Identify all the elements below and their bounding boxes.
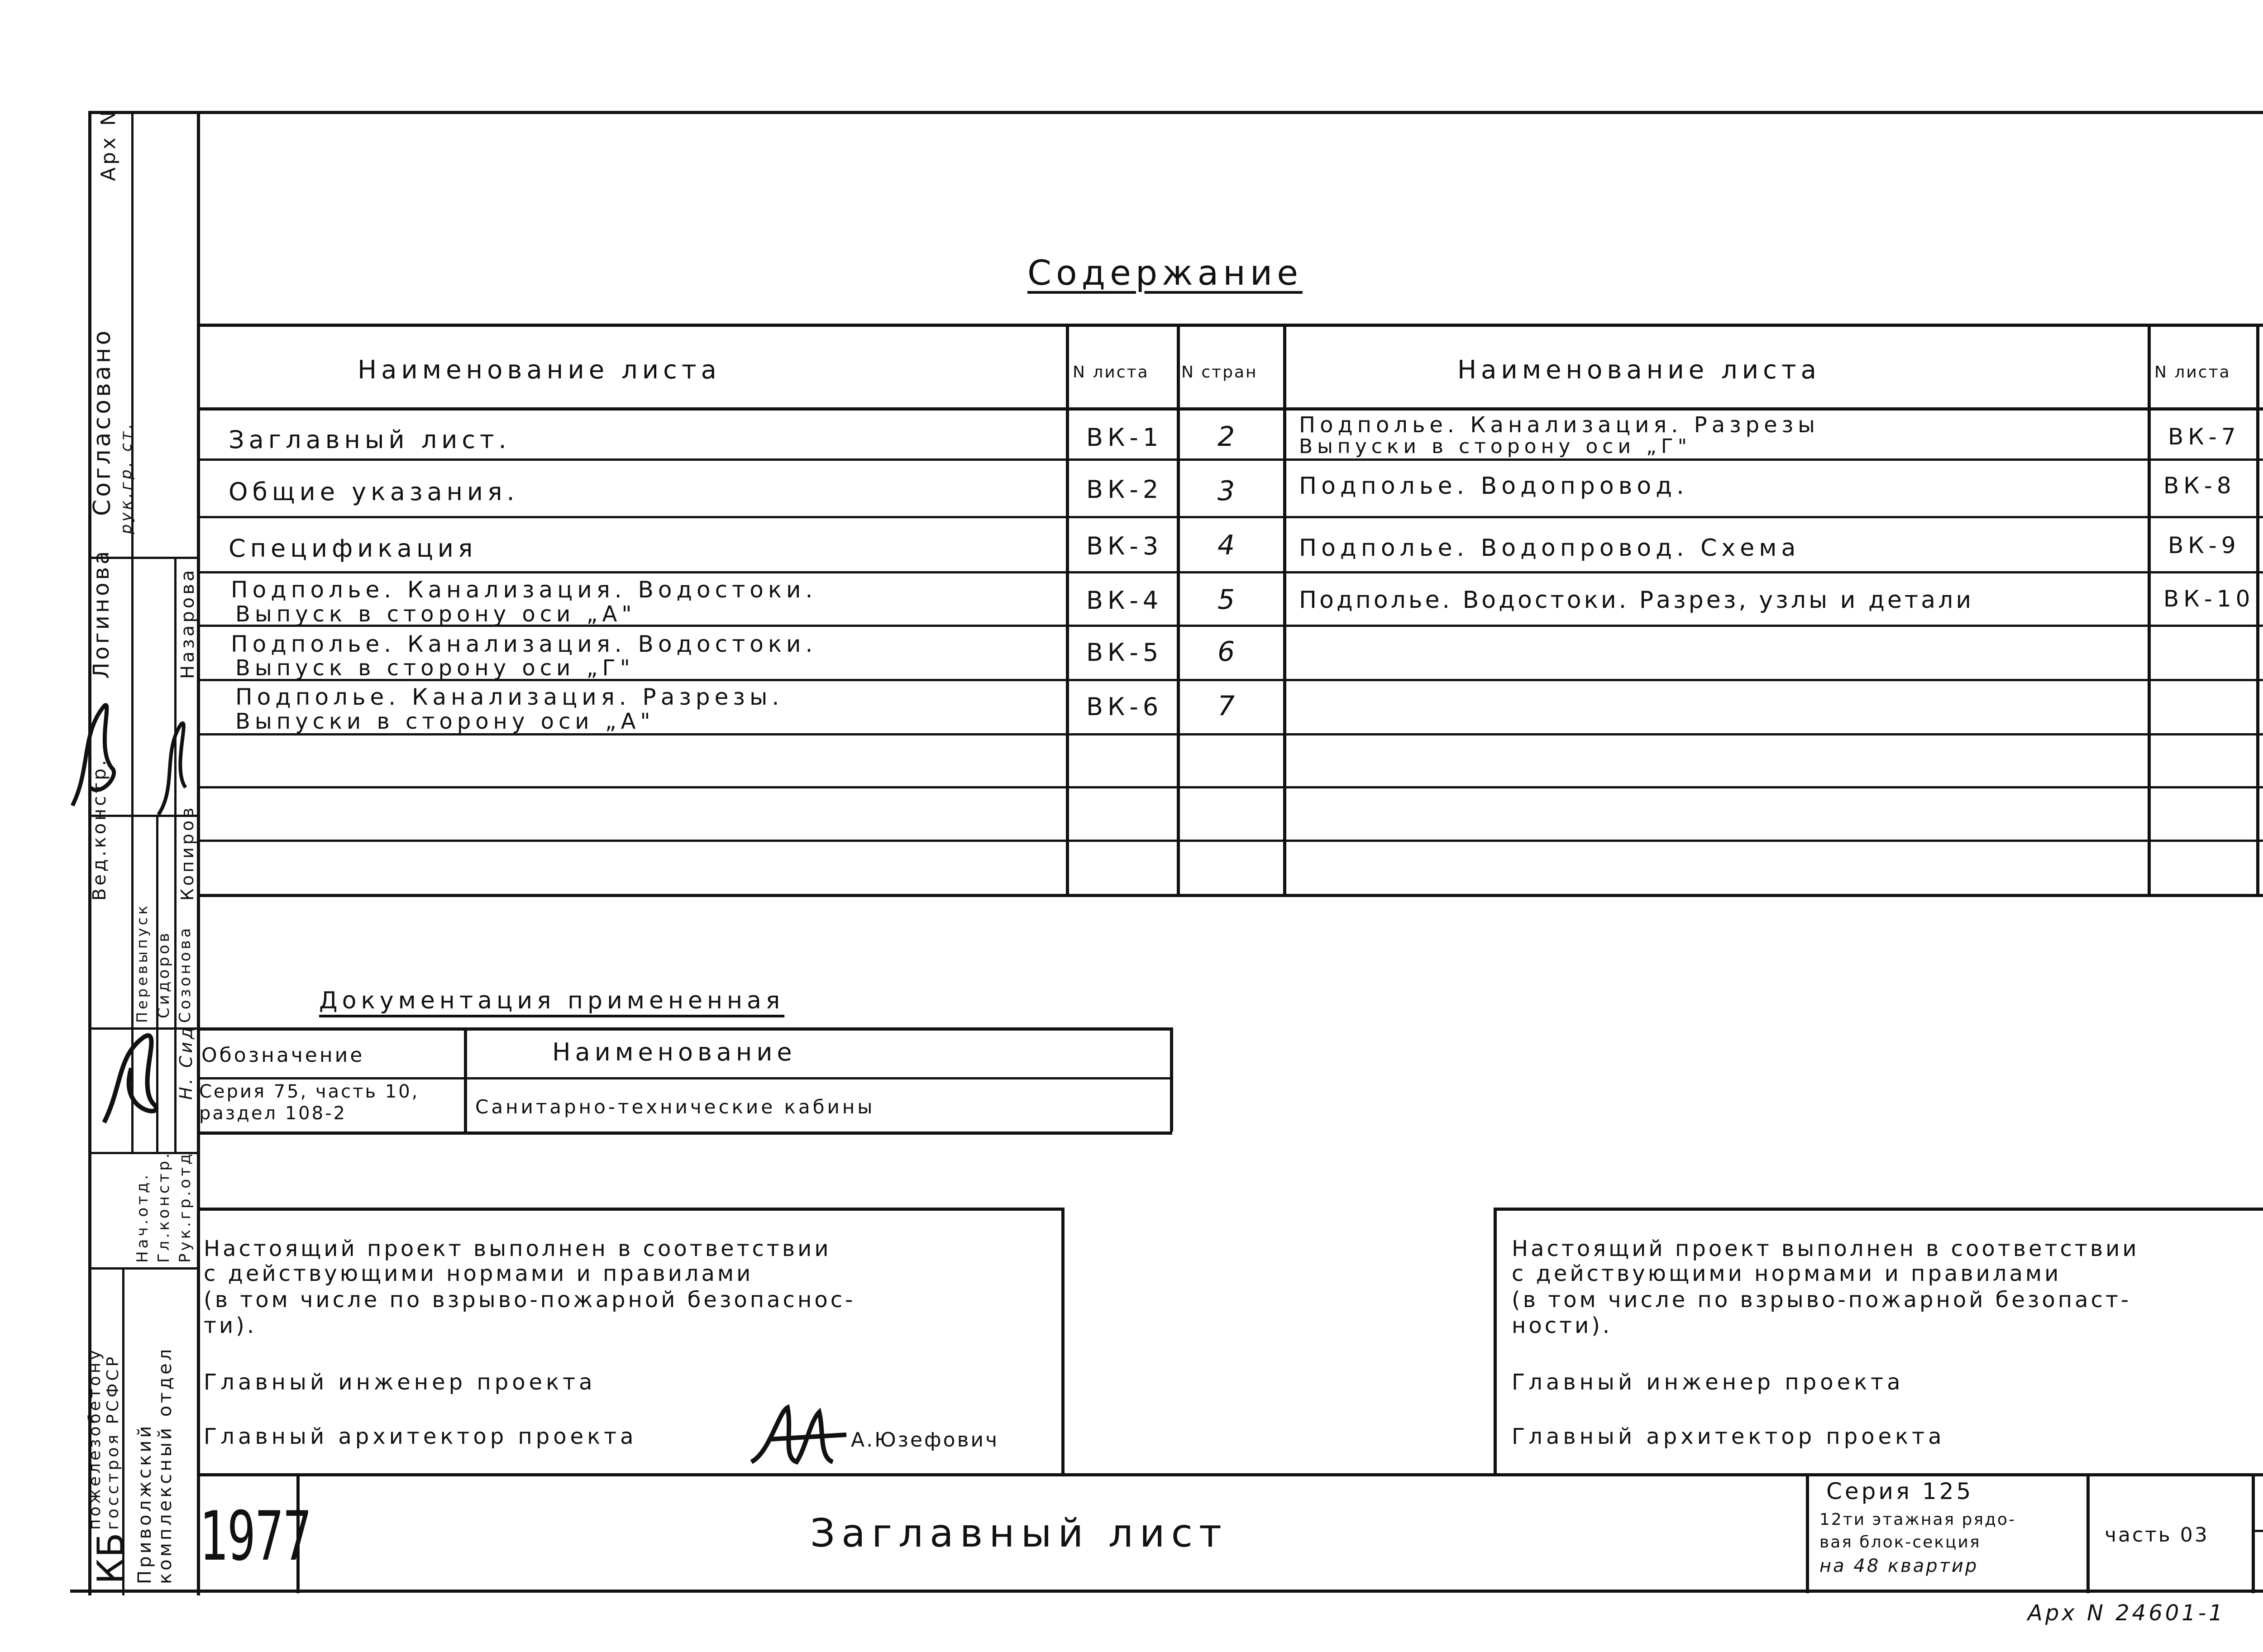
frame-left — [197, 111, 200, 1595]
left-row-4-page: 5 — [1217, 584, 1240, 616]
note-right-left — [1494, 1208, 1497, 1475]
contents-col-a — [1066, 324, 1069, 894]
stamp-kopiroval: Копиров — [177, 805, 197, 901]
docs-row-code-2: раздел 108-2 — [199, 1103, 347, 1124]
stamp-nach-otd: Нач.отд. — [134, 1172, 152, 1263]
title-block-sheet-divider — [2252, 1473, 2255, 1593]
stamp-loginova: Логинова — [89, 548, 114, 679]
note-right-line-3: (в том числе по взрыво-пожарной безопаст- — [1512, 1287, 2132, 1313]
contents-title: Содержание — [1027, 253, 1303, 293]
stamp-kb: КБ — [90, 1532, 132, 1584]
stamp-agreed-sub: рук.гр. ст. — [117, 421, 135, 534]
left-row-4-name1: Подполье. Канализация. Водостоки. — [231, 577, 817, 603]
left-row-6-name1: Подполье. Канализация. Разрезы. — [235, 684, 784, 710]
left-row-6-name2: Выпуски в сторону оси „А" — [235, 709, 655, 734]
contents-col-c — [1283, 324, 1286, 894]
contents-bottom — [197, 894, 2263, 897]
frame-top — [88, 111, 2263, 114]
left-row-5-name2: Выпуск в сторону оси „Г" — [235, 655, 635, 681]
right-row-3-sheet: ВК-9 — [2168, 532, 2240, 559]
note-left-top — [197, 1208, 1064, 1211]
title-block-desc-2: вая блок-секция — [1819, 1533, 1981, 1552]
note-left-chief-architect: Главный архитектор проекта — [204, 1424, 637, 1449]
docs-col — [464, 1027, 467, 1132]
docs-row-name: Санитарно-технические кабины — [475, 1096, 875, 1118]
left-row-3-name: Спецификация — [229, 534, 477, 563]
right-row-4-sheet: ВК-10 — [2163, 586, 2255, 612]
contents-row-7 — [197, 786, 2263, 788]
frame-bottom — [70, 1590, 2263, 1593]
contents-header-sheet-right: N листа — [2154, 363, 2231, 382]
left-row-6-page: 7 — [1217, 690, 1240, 722]
right-row-1-sheet: ВК-7 — [2168, 424, 2240, 450]
left-row-2-name: Общие указания. — [229, 477, 519, 506]
org-line-2: госстроя РСФСР — [104, 1354, 122, 1530]
right-row-1-name2: Выпуски в сторону оси „Г" — [1299, 435, 1691, 458]
left-row-5-name1: Подполье. Канализация. Водостоки. — [231, 631, 817, 657]
note-right-top — [1494, 1208, 2263, 1211]
note-left-line-1: Настоящий проект выполнен в соответствии — [204, 1236, 831, 1261]
left-row-1-sheet: ВК-1 — [1086, 423, 1163, 452]
left-row-6-sheet: ВК-6 — [1086, 692, 1163, 721]
docs-header-bottom — [197, 1077, 1172, 1079]
docs-header-code: Обозначение — [201, 1044, 365, 1067]
note-left-line-2: с действующими нормами и правилами — [204, 1261, 754, 1286]
left-row-5-sheet: ВК-5 — [1086, 638, 1163, 667]
note-right-line-2: с действующими нормами и правилами — [1512, 1261, 2062, 1286]
title-block-sheet-row — [2252, 1530, 2263, 1532]
contents-header-page: N стран — [1181, 363, 1258, 382]
org-line-1: пожелезобетону — [86, 1347, 104, 1530]
stamp-gl-konstr: Гл.констр. — [155, 1151, 173, 1263]
left-row-4-sheet: ВК-4 — [1086, 586, 1163, 615]
stamp-arch: Арх N — [97, 108, 120, 181]
contents-header-name: Наименование листа — [358, 355, 721, 385]
left-row-1-name: Заглавный лист. — [229, 425, 511, 454]
signature-nazarova — [149, 706, 195, 824]
left-row-5-page: 6 — [1217, 636, 1240, 668]
stamp-ved-konstr: Вед.констр. — [89, 757, 110, 901]
left-row-3-sheet: ВК-3 — [1086, 532, 1163, 560]
title-block-desc-3: на 48 квартир — [1819, 1556, 1979, 1576]
right-row-2-name: Подполье. Водопровод. — [1299, 473, 1689, 500]
signature-architect — [742, 1394, 860, 1475]
stamp-signer: Н. Сид — [176, 1024, 196, 1100]
note-left-chief-engineer: Главный инженер проекта — [204, 1370, 596, 1395]
right-row-4-name: Подполье. Водостоки. Разрез, узлы и детали — [1299, 587, 1974, 614]
archive-number: Арх N 24601-1 — [2028, 1600, 2225, 1626]
note-right-line-4: ности). — [1512, 1313, 1613, 1338]
stamp-agreed: Согласовано — [89, 328, 116, 516]
note-right-chief-architect: Главный архитектор проекта — [1512, 1424, 1945, 1449]
right-row-1-name1: Подполье. Канализация. Разрезы — [1299, 412, 1820, 438]
docs-header-name: Наименование — [552, 1038, 797, 1066]
note-right-line-1: Настоящий проект выполнен в соответствии — [1512, 1236, 2139, 1261]
stamp-sozonova: Созонова — [176, 925, 194, 1023]
docs-top — [197, 1027, 1172, 1031]
note-right-chief-engineer: Главный инженер проекта — [1512, 1370, 1904, 1395]
contents-row-3 — [197, 571, 2263, 573]
org-line-4: комплексный отдел — [155, 1346, 176, 1584]
contents-row-8 — [197, 840, 2263, 842]
note-left-architect-name: А.Юзефович — [851, 1428, 999, 1451]
stamp-sidorov: Сидоров — [155, 930, 173, 1018]
right-row-2-sheet: ВК-8 — [2163, 473, 2236, 499]
title-block-year: 1977 — [199, 1497, 311, 1576]
title-block-series-divider — [1806, 1473, 1809, 1593]
stamp-row5 — [88, 1267, 197, 1270]
contents-header-name-right: Наименование листа — [1457, 355, 1821, 385]
left-row-3-page: 4 — [1217, 530, 1240, 561]
stamp-perevyp: Перевыпуск — [134, 903, 151, 1023]
title-block-sheet-title: Заглавный лист — [810, 1511, 1228, 1556]
contents-top — [197, 324, 2263, 327]
org-line-3: Приволжский — [134, 1423, 155, 1584]
title-block-top — [197, 1473, 2263, 1476]
note-left-line-3: (в том числе по взрыво-пожарной безопаснос- — [204, 1287, 856, 1313]
contents-header-bottom — [197, 407, 2263, 411]
docs-bottom — [197, 1132, 1172, 1135]
left-row-4-name2: Выпуск в сторону оси „А" — [235, 602, 636, 627]
contents-row-2 — [197, 516, 2263, 518]
left-row-1-page: 2 — [1217, 421, 1240, 453]
signature-loginova — [63, 679, 127, 815]
title-block-desc-1: 12ти этажная рядо- — [1819, 1510, 2016, 1529]
contents-col-b — [1177, 324, 1180, 894]
contents-header-sheet: N листа — [1073, 363, 1149, 382]
docs-title: Документация примененная — [319, 987, 785, 1014]
title-block-part-divider — [2086, 1473, 2090, 1593]
contents-row-1 — [197, 458, 2263, 461]
title-block-series: Серия 125 — [1826, 1478, 1974, 1504]
stamp-nazarova: Назарова — [177, 567, 198, 679]
right-row-3-name: Подполье. Водопровод. Схема — [1299, 535, 1800, 562]
signature-perevyp — [91, 1014, 181, 1132]
docs-row-code-1: Серия 75, часть 10, — [199, 1081, 420, 1102]
docs-right — [1170, 1027, 1173, 1132]
left-row-2-page: 3 — [1217, 475, 1240, 507]
contents-col-d — [2148, 324, 2151, 894]
note-left-right — [1061, 1208, 1065, 1475]
note-left-line-4: ти). — [204, 1313, 257, 1338]
contents-col-e — [2256, 324, 2259, 894]
title-block-part: часть 03 — [2105, 1523, 2209, 1547]
left-row-2-sheet: ВК-2 — [1086, 475, 1163, 504]
stamp-ruk-gr: Рук.гр.отд — [176, 1151, 194, 1263]
